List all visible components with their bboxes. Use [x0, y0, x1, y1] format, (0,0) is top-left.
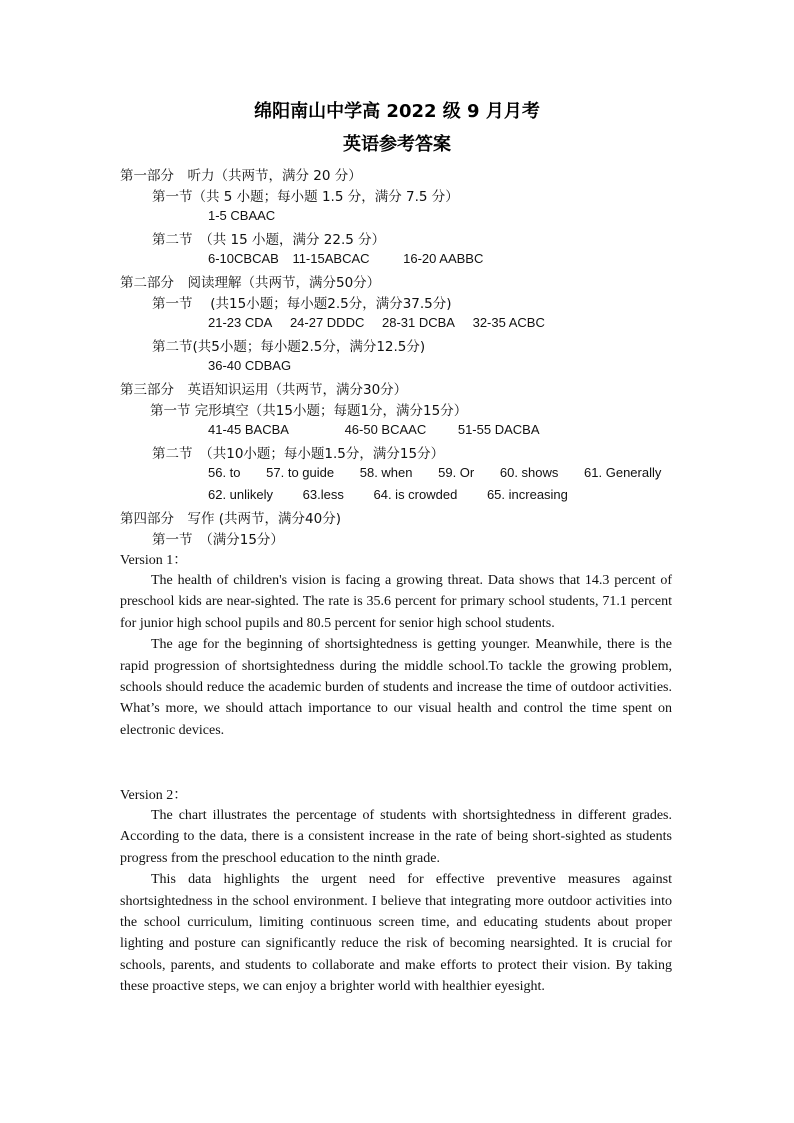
part1-section2-title: 第二节 （共 15 小题，满分 22.5 分）	[152, 232, 386, 248]
part1-section1-title: 第一节（共 5 小题；每小题 1.5 分，满分 7.5 分）	[152, 189, 459, 205]
part3-section1-answers	[208, 422, 562, 437]
answer-group: 41-45 BACBA	[208, 422, 289, 437]
part2-section2-answers	[208, 358, 313, 373]
part4-title: 第四部分 写作 (共两节，满分40分)	[120, 511, 342, 527]
version1-essay	[120, 570, 672, 741]
answer-group: 46-50 BCAAC	[344, 422, 427, 437]
part2-section1-answers	[208, 315, 567, 330]
answer-group: 32-35 ACBC	[472, 315, 545, 330]
part3-section2-answers-row2	[208, 487, 590, 502]
part3-section2-answers-row1	[208, 465, 683, 480]
part3-section2-title: 第二节 （共10小题；每小题1.5分，满分15分）	[152, 446, 445, 462]
answer-group: 21-23 CDA	[208, 315, 273, 330]
essay-paragraph: This data highlights the urgent need for effective preventive measures against shortsightedness in the school environment. I believe that integrating more outdoor activities into the school curriculum, limiting continuous screen time, and educating students about proper lighting and posture can significantly reduce the risk of becoming nearsighted. It is crucial for schools, parents, and students to collaborate and make efforts to protect their vision. By taking these proactive steps, we can enjoy a brighter world with healthier eyesight.	[120, 872, 672, 995]
part2-section1-title: 第一节 (共15小题；每小题2.5分，满分37.5分)	[152, 296, 452, 312]
answer-group: 1-5 CBAAC	[208, 208, 276, 223]
answer-item: 63.less	[302, 487, 344, 502]
answer-group: 51-55 DACBA	[457, 422, 540, 437]
answer-item: 62. unlikely	[208, 487, 274, 502]
part3-title: 第三部分 英语知识运用（共两节，满分30分）	[120, 382, 408, 398]
part2-section2-title: 第二节(共5小题；每小题2.5分，满分12.5分)	[152, 339, 426, 355]
answer-group: 6-10CBCAB	[208, 251, 279, 266]
answer-item: 60. shows	[499, 465, 559, 480]
answer-group: 24-27 DDDC	[289, 315, 365, 330]
version2-essay	[120, 805, 672, 998]
essay-paragraph: The health of children's vision is facing a growing threat. Data shows that 14.3 percent of preschool kids are near-sighted. The rate is 35.6 percent for primary school students, 71.1 percent for junior high school pupils and 80.5 percent for senior high school students.	[120, 573, 672, 631]
answer-item: 61. Generally	[584, 465, 662, 480]
answer-item: 65. increasing	[486, 487, 568, 502]
part1-section1-answers	[208, 208, 297, 223]
version1-label: Version 1：	[120, 553, 188, 568]
essay-paragraph: The chart illustrates the percentage of students with shortsightedness in different grades. According to the data, there is a consistent increase in the rate of being short-sighted as students progress from the preschool education to the ninth grade.	[120, 808, 672, 866]
version2-label: Version 2：	[120, 788, 188, 803]
part1-title: 第一部分 听力（共两节，满分 20 分）	[120, 168, 362, 184]
part3-section1-title: 第一节 完形填空（共15小题；每题1分，满分15分）	[150, 403, 468, 419]
answer-group: 28-31 DCBA	[381, 315, 455, 330]
part2-title: 第二部分 阅读理解（共两节，满分50分）	[120, 275, 381, 291]
answer-item: 57. to guide	[266, 465, 335, 480]
part4-section1-title: 第一节 （满分15分）	[152, 532, 284, 548]
essay-paragraph: The age for the beginning of shortsightedness is getting younger. Meanwhile, there is the rapid progression of shortsightedness during the middle school.To tackle the growing problem, schools should reduce the academic burden of students and increase the time of outdoor activities. What’s more, we should attach importance to our visual health and control the time spent on electronic devices.	[120, 637, 672, 738]
answer-item: 64. is crowded	[373, 487, 458, 502]
answer-group: 36-40 CDBAG	[208, 358, 292, 373]
answer-item: 59. Or	[438, 465, 475, 480]
part1-section2-answers	[208, 251, 505, 266]
answer-group: 16-20 AABBC	[403, 251, 484, 266]
answer-key-title: 英语参考答案	[343, 134, 451, 155]
exam-title: 绵阳南山中学高 2022 级 9 月月考	[254, 101, 540, 122]
answer-group: 11-15ABCAC	[292, 251, 370, 266]
answer-item: 58. when	[359, 465, 413, 480]
answer-item: 56. to	[208, 465, 241, 480]
